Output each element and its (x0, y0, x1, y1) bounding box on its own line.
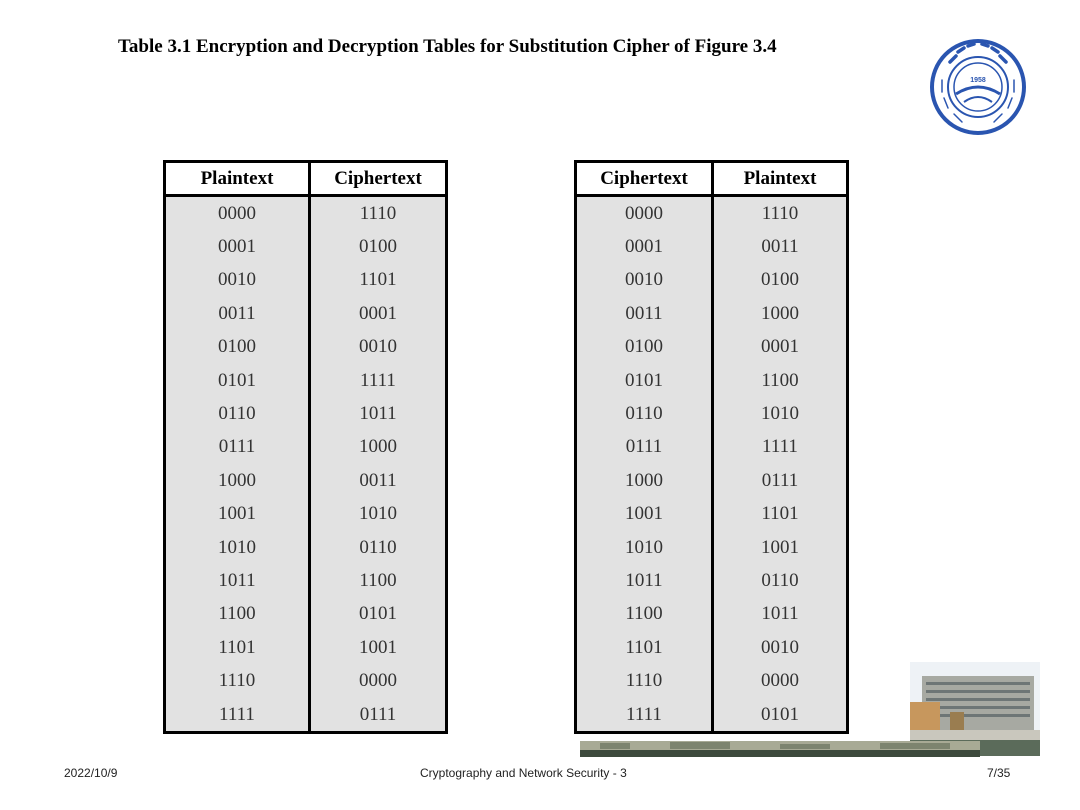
decryption-table (574, 160, 849, 734)
table-cell: 1111 (576, 698, 713, 733)
column-header: Ciphertext (310, 162, 447, 196)
table-row (576, 698, 848, 733)
university-logo (928, 22, 1028, 152)
table-cell: 0010 (165, 264, 310, 297)
table-cell: 1011 (576, 564, 713, 597)
table-cell: 1111 (762, 436, 798, 458)
table-cell: 1111 (165, 698, 310, 733)
table-cell: 1101 (576, 631, 713, 664)
table-cell: 0101 (165, 364, 310, 397)
table-cell: 0010 (576, 264, 713, 297)
table-row (165, 264, 447, 297)
table-cell: 0100 (761, 269, 799, 291)
table-cell: 0110 (576, 397, 713, 430)
table-row (165, 498, 447, 531)
table-row (576, 464, 848, 497)
table-cell: 0001 (165, 230, 310, 263)
table-cell: 1010 (359, 503, 397, 525)
table-row (576, 498, 848, 531)
table-row (576, 531, 848, 564)
table-row (165, 598, 447, 631)
table-cell: 1100 (761, 369, 799, 391)
table-cell: 0011 (761, 236, 799, 258)
campus-strip-photo (580, 741, 980, 757)
table-row (165, 230, 447, 263)
table-row (576, 364, 848, 397)
table-row (576, 264, 848, 297)
table-cell: 1000 (165, 464, 310, 497)
table-cell: 1010 (576, 531, 713, 564)
table-cell: 0000 (576, 196, 713, 231)
table-row (165, 331, 447, 364)
table-cell: 1110 (761, 202, 799, 224)
table-row (576, 564, 848, 597)
table-cell: 0011 (165, 297, 310, 330)
table-cell: 1001 (165, 498, 310, 531)
table-cell: 0111 (165, 431, 310, 464)
table-cell: 0000 (359, 670, 397, 692)
slide-title: Table 3.1 Encryption and Decryption Tables for Substitution Cipher of Figure 3.4 (118, 36, 777, 57)
table-row (165, 196, 447, 231)
table-cell: 0000 (165, 196, 310, 231)
table-cell: 0110 (761, 569, 799, 591)
table-cell: 1001 (761, 536, 799, 558)
table-cell: 1110 (165, 664, 310, 697)
table-cell: 0001 (576, 230, 713, 263)
table-cell: 1100 (165, 598, 310, 631)
column-header: Plaintext (165, 162, 310, 196)
table-cell: 1100 (576, 598, 713, 631)
table-row (576, 664, 848, 697)
table-cell: 0111 (359, 703, 397, 725)
table-cell: 1000 (576, 464, 713, 497)
column-header: Ciphertext (576, 162, 713, 196)
table-cell: 0111 (761, 469, 799, 491)
table-row (165, 397, 447, 430)
table-cell: 0100 (576, 331, 713, 364)
table-row (165, 431, 447, 464)
footer-page-number: 7/35 (987, 766, 1011, 780)
table-cell: 1011 (359, 403, 397, 425)
table-cell: 1110 (359, 202, 397, 224)
table-cell: 1001 (359, 636, 397, 658)
table-cell: 1101 (359, 269, 397, 291)
table-cell: 0001 (359, 302, 397, 324)
table-cell: 0101 (576, 364, 713, 397)
table-row (576, 230, 848, 263)
table-row (576, 331, 848, 364)
table-row (576, 431, 848, 464)
table-row (576, 297, 848, 330)
table-row (165, 664, 447, 697)
table-row (165, 531, 447, 564)
table-row (165, 464, 447, 497)
table-cell: 0001 (761, 336, 799, 358)
table-row (165, 631, 447, 664)
logo-year: 1958 (970, 77, 986, 84)
column-header: Plaintext (713, 162, 848, 196)
table-cell: 0011 (576, 297, 713, 330)
table-cell: 0011 (359, 469, 397, 491)
table-cell: 1111 (360, 369, 396, 391)
table-cell: 1011 (165, 564, 310, 597)
table-row (165, 698, 447, 733)
table-cell: 1101 (761, 503, 799, 525)
table-cell: 0000 (761, 670, 799, 692)
table-cell: 1110 (576, 664, 713, 697)
table-cell: 1010 (761, 403, 799, 425)
table-cell: 0110 (165, 397, 310, 430)
table-cell: 0100 (359, 236, 397, 258)
footer-title: Cryptography and Network Security - 3 (420, 766, 627, 780)
table-cell: 0010 (359, 336, 397, 358)
table-row (165, 364, 447, 397)
table-cell: 1000 (761, 302, 799, 324)
table-cell: 1101 (165, 631, 310, 664)
table-row (576, 598, 848, 631)
table-cell: 0100 (165, 331, 310, 364)
table-cell: 0101 (761, 703, 799, 725)
table-row (576, 631, 848, 664)
table-cell: 1001 (576, 498, 713, 531)
table-cell: 1011 (761, 603, 799, 625)
encryption-table (163, 160, 448, 734)
table-cell: 0010 (761, 636, 799, 658)
table-row (576, 397, 848, 430)
footer-date: 2022/10/9 (64, 766, 118, 780)
table-cell: 1100 (359, 569, 397, 591)
table-cell: 0111 (576, 431, 713, 464)
table-row (165, 564, 447, 597)
table-row (165, 297, 447, 330)
table-row (576, 196, 848, 231)
table-cell: 1000 (359, 436, 397, 458)
table-cell: 1010 (165, 531, 310, 564)
table-cell: 0101 (359, 603, 397, 625)
table-cell: 0110 (359, 536, 397, 558)
